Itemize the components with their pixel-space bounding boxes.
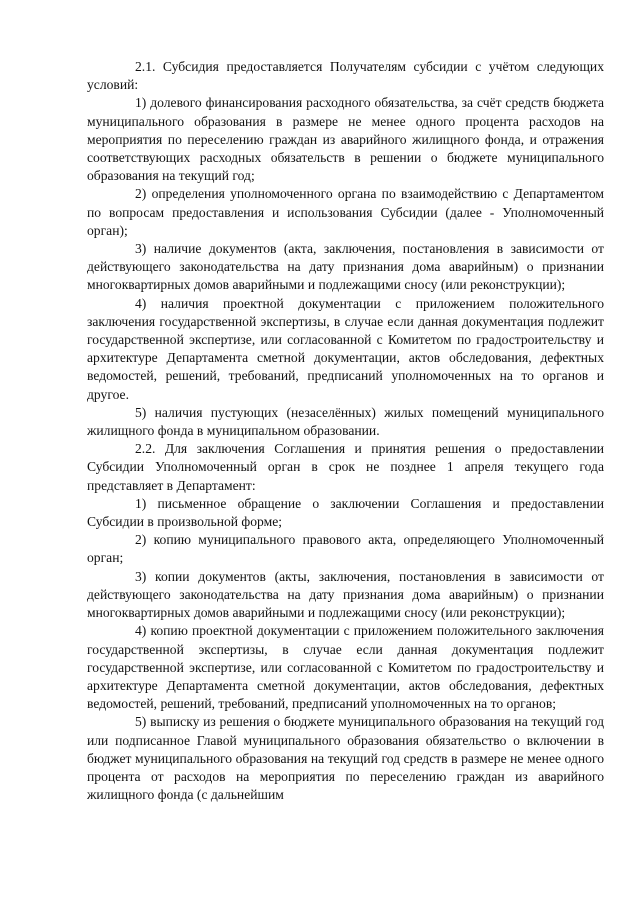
paragraph-2-2-item-5: 5) выписку из решения о бюджете муниципального образования на текущий год или подписанное Главой муниципального образования обязательство о включении в бюджет муниципального образования на текущий год средств в размере не менее одного процента от расходов на мероприятия по переселению граждан из аварийного жилищного фонда (с дальнейшим [87, 714, 604, 803]
paragraph-2-2-item-1: 1) письменное обращение о заключении Соглашения и предоставлении Субсидии в произвольной форме; [87, 495, 604, 530]
paragraph-2-1-item-1: 1) долевого финансирования расходного обязательства, за счёт средств бюджета муниципального образования в размере не менее одного процента расходов на мероприятия по переселению граждан из аварийного жилищного фонда, и отражения соответствующих расходных обязательств в решении о бюджете муниципального образования на текущий год; [87, 95, 604, 184]
document-body [87, 58, 604, 804]
paragraph-2-1-item-2: 2) определения уполномоченного органа по взаимодействию с Департаментом по вопросам предоставления и использования Субсидии (далее - Уполномоченный орган); [87, 186, 604, 238]
paragraph-2-2-item-3: 3) копии документов (акты, заключения, постановления в зависимости от действующего законодательства на дату признания дома аварийным) о признании многоквартирных домов аварийными и подлежащими сносу (или реконструкции); [87, 568, 604, 621]
paragraph-2-1-item-4: 4) наличия проектной документации с приложением положительного заключения государственной экспертизы, в случае если данная документация подлежит государственной экспертизе, или согласованной с Комитетом по градостроительству и архитектуре Департамента сметной документации, актов обследования, дефектных ведомостей, решений, требований, предписаний уполномоченных на то органов и другое. [87, 295, 604, 402]
paragraph-2-1-item-3: 3) наличие документов (акта, заключения, постановления в зависимости от действующего законодательства на дату признания дома аварийным) о признании многоквартирных домов аварийными и подлежащими сносу (или реконструкции); [87, 241, 604, 293]
paragraph-2-1: 2.1. Субсидия предоставляется Получателям субсидии с учётом следующих условий: [87, 59, 604, 93]
paragraph-2-2: 2.2. Для заключения Соглашения и принятия решения о предоставлении Субсидии Уполномоченный орган в срок не позднее 1 апреля текущего года представляет в Департамент: [87, 441, 604, 493]
paragraph-2-2-item-4: 4) копию проектной документации с приложением положительного заключения государственной экспертизы, в случае если данная документация подлежит государственной экспертизе, или согласованной с Комитетом по градостроительству и архитектуре Департамента сметной документации, актов обследования, дефектных ведомостей, решений, требований, предписаний уполномоченных на то органов; [87, 623, 604, 712]
paragraph-2-1-item-5: 5) наличия пустующих (незаселённых) жилых помещений муниципального жилищного фонда в муниципальном образовании. [87, 404, 604, 439]
paragraph-2-2-item-2: 2) копию муниципального правового акта, определяющего Уполномоченный орган; [87, 532, 604, 566]
